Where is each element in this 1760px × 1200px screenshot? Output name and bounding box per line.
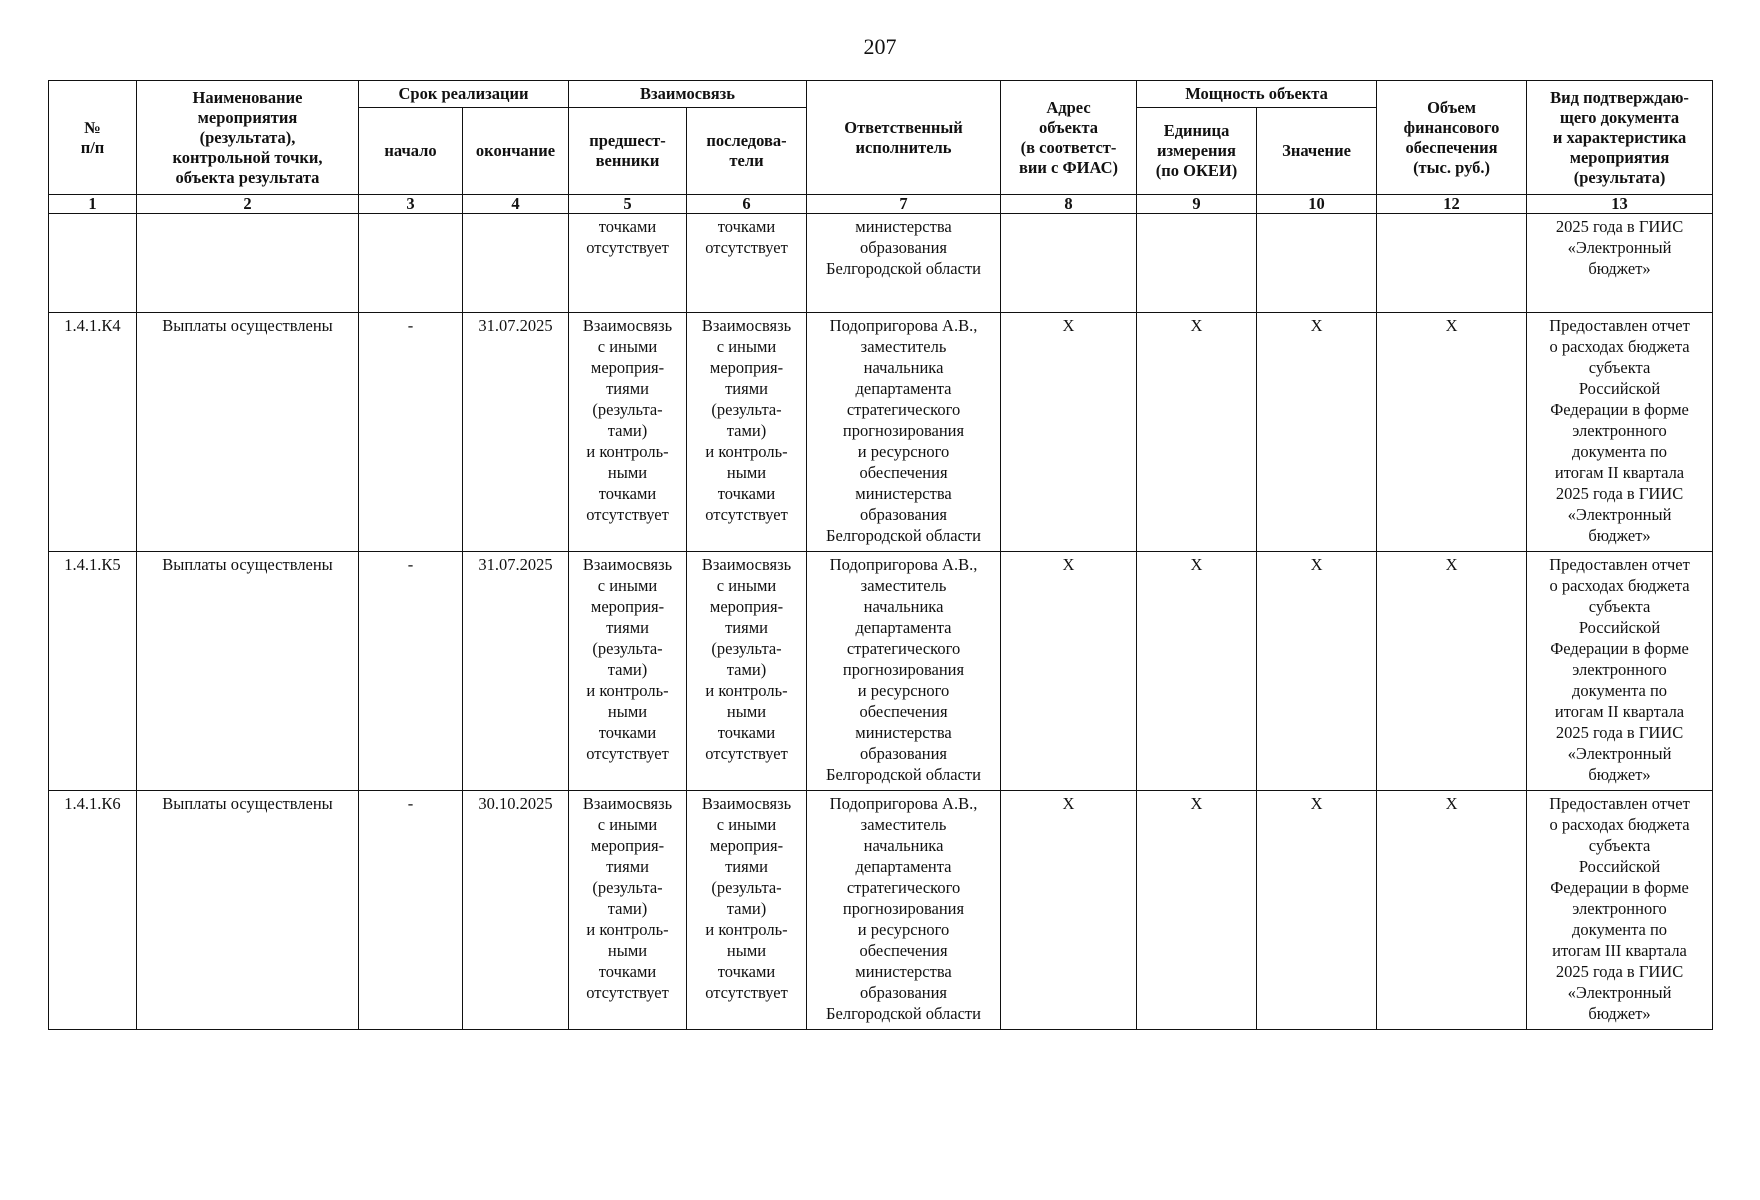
column-number: 2 [137,195,359,214]
column-number: 8 [1001,195,1137,214]
header-successors: последова- тели [687,108,807,195]
cell-unit [1137,214,1257,313]
cell-value: Х [1257,791,1377,1030]
cell-unit: Х [1137,552,1257,791]
table-header [49,81,1713,214]
header-unit: Единица измерения (по ОКЕИ) [1137,108,1257,195]
continuation-row [49,214,1713,313]
cell-predecessors: Взаимосвязь с иными мероприя- тиями (результа- тами) и контроль- ными точками отсутствует [569,791,687,1030]
implementation-plan-table [48,80,1713,1030]
header-name: Наименование мероприятия (результата), контрольной точки, объекта результата [137,81,359,195]
cell-value [1257,214,1377,313]
header-doc: Вид подтверждаю- щего документа и характеристика мероприятия (результата) [1527,81,1713,195]
cell-name: Выплаты осуществлены [137,313,359,552]
page-number: 207 [863,34,897,59]
cell-doc: Предоставлен отчет о расходах бюджета субъекта Российской Федерации в форме электронного документа по итогам II квартала 2025 года в ГИИС «Электронный бюджет» [1527,552,1713,791]
cell-successors: Взаимосвязь с иными мероприя- тиями (результа- тами) и контроль- ными точками отсутствует [687,552,807,791]
cell-name [137,214,359,313]
cell-address: Х [1001,552,1137,791]
cell-value: Х [1257,313,1377,552]
cell-start: - [359,552,463,791]
cell-finance [1377,214,1527,313]
header-start: начало [359,108,463,195]
cell-end [463,214,569,313]
cell-num: 1.4.1.К5 [49,552,137,791]
header-executor: Ответственный исполнитель [807,81,1001,195]
header-address: Адрес объекта (в соответст- вии с ФИАС) [1001,81,1137,195]
table-body [49,214,1713,1030]
cell-predecessors: Взаимосвязь с иными мероприя- тиями (результа- тами) и контроль- ными точками отсутствует [569,313,687,552]
cell-predecessors: Взаимосвязь с иными мероприя- тиями (результа- тами) и контроль- ными точками отсутствует [569,552,687,791]
cell-finance: Х [1377,552,1527,791]
cell-start [359,214,463,313]
cell-executor: Подопригорова А.В., заместитель начальника департамента стратегического прогнозирования и ресурсного обеспечения министерства образования Белгородской области [807,313,1001,552]
column-number: 12 [1377,195,1527,214]
cell-doc: Предоставлен отчет о расходах бюджета субъекта Российской Федерации в форме электронного документа по итогам II квартала 2025 года в ГИИС «Электронный бюджет» [1527,313,1713,552]
cell-successors: Взаимосвязь с иными мероприя- тиями (результа- тами) и контроль- ными точками отсутствует [687,313,807,552]
table-row [49,791,1713,1030]
header-relation: Взаимосвязь [569,81,807,108]
cell-doc: Предоставлен отчет о расходах бюджета субъекта Российской Федерации в форме электронного документа по итогам III квартала 2025 года в ГИИС «Электронный бюджет» [1527,791,1713,1030]
column-number: 3 [359,195,463,214]
cell-name: Выплаты осуществлены [137,791,359,1030]
cell-finance: Х [1377,791,1527,1030]
header-term: Срок реализации [359,81,569,108]
column-number: 9 [1137,195,1257,214]
cell-num: 1.4.1.К4 [49,313,137,552]
cell-address: Х [1001,791,1137,1030]
header-value: Значение [1257,108,1377,195]
cell-address [1001,214,1137,313]
cell-executor: Подопригорова А.В., заместитель начальника департамента стратегического прогнозирования и ресурсного обеспечения министерства образования Белгородской области [807,552,1001,791]
cell-start: - [359,791,463,1030]
header-end: окончание [463,108,569,195]
cell-predecessors: точками отсутствует [569,214,687,313]
column-number: 7 [807,195,1001,214]
cell-end: 30.10.2025 [463,791,569,1030]
cell-successors: Взаимосвязь с иными мероприя- тиями (результа- тами) и контроль- ными точками отсутствует [687,791,807,1030]
cell-unit: Х [1137,791,1257,1030]
header-num: № п/п [49,81,137,195]
column-number: 1 [49,195,137,214]
column-number: 6 [687,195,807,214]
cell-executor: министерства образования Белгородской области [807,214,1001,313]
cell-executor: Подопригорова А.В., заместитель начальника департамента стратегического прогнозирования и ресурсного обеспечения министерства образования Белгородской области [807,791,1001,1030]
column-number: 10 [1257,195,1377,214]
header-predecessors: предшест- венники [569,108,687,195]
cell-value: Х [1257,552,1377,791]
cell-doc: 2025 года в ГИИС «Электронный бюджет» [1527,214,1713,313]
cell-successors: точками отсутствует [687,214,807,313]
column-number: 4 [463,195,569,214]
cell-num [49,214,137,313]
cell-end: 31.07.2025 [463,552,569,791]
cell-unit: Х [1137,313,1257,552]
cell-end: 31.07.2025 [463,313,569,552]
table-row [49,552,1713,791]
cell-name: Выплаты осуществлены [137,552,359,791]
column-numbers-row [49,195,1713,214]
cell-num: 1.4.1.К6 [49,791,137,1030]
header-capacity: Мощность объекта [1137,81,1377,108]
table-row [49,313,1713,552]
header-finance: Объем финансового обеспечения (тыс. руб.) [1377,81,1527,195]
cell-address: Х [1001,313,1137,552]
column-number: 13 [1527,195,1713,214]
column-number: 5 [569,195,687,214]
cell-finance: Х [1377,313,1527,552]
cell-start: - [359,313,463,552]
